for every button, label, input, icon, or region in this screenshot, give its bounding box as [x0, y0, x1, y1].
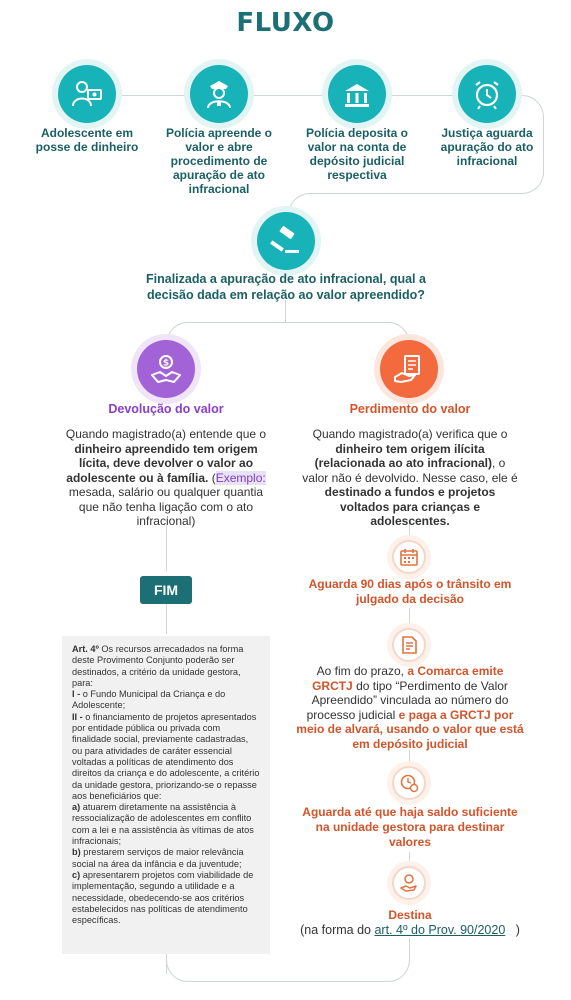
- grctj-text: [296, 664, 524, 751]
- left-text-part-1: Quando magistrado(a) entende que o: [65, 427, 267, 441]
- right-branch-icon-circle: [380, 340, 438, 398]
- law-intro: Os recursos arrecadados na forma deste Provimento Conjunto poderão ser destinados, a critério da unidade gestora, para:: [72, 644, 244, 688]
- step-4-label: Justiça aguarda apuração do ato infracional: [440, 126, 534, 168]
- step-3-icon-circle: [328, 65, 386, 123]
- left-text-paren: (: [211, 470, 216, 485]
- right-text-part-1: Quando magistrado(a) verifica que o: [312, 427, 508, 441]
- right-branch-title: Perdimento do valor: [349, 402, 471, 416]
- mid-connector: [308, 193, 521, 194]
- hand-coin-icon-circle: [392, 866, 426, 900]
- left-text-bold: dinheiro apreendido tem origem lícita, deve devolver o valor ao adolescente ou à família.: [66, 441, 258, 485]
- calendar-icon-circle: [392, 540, 426, 574]
- destina-note-part-2: ): [515, 923, 520, 937]
- step-2-icon-circle: [190, 65, 248, 123]
- corner-mid-right: [520, 170, 544, 194]
- step-2-label: Polícia apreende o valor e abre procedimento de apuração de ato infracional: [165, 126, 273, 196]
- hand-money-receipt-icon: [391, 351, 427, 387]
- right-text-bold-1: dinheiro tem origem ilícita (relacionada ao ato infracional): [314, 441, 493, 470]
- grctj-part-1: Ao fim do prazo,: [316, 664, 408, 678]
- law-item-a: atuarem diretamente na assistência à ressocialização de adolescentes em conflito com a lei e na assistência às vítimas de atos infracionais;: [72, 802, 254, 847]
- law-item-i-label: I -: [72, 689, 81, 700]
- clock-money-icon: [399, 773, 419, 793]
- corner-top-right: [518, 95, 544, 121]
- law-item-a-label: a): [72, 802, 81, 813]
- law-item-ii: o financiamento de projetos apresentados por entidade pública ou privada com finalidade social, previamente cadastradas, ou para atividades de caráter essencial voltadas a políticas de atendimento dos direitos da criança e do adolescente, a critério da unidade gestora, priorizando-se o repasse aos beneficiários que:: [72, 711, 260, 801]
- document-icon: [399, 635, 419, 655]
- right-branch-text: [300, 427, 520, 529]
- left-branch-text: [60, 427, 272, 529]
- bottom-corner-left: [166, 960, 188, 982]
- grctj-part-2: do tipo “Perdimento de Valor Apreendido” vinculada ao número do processo judicial: [306, 678, 509, 722]
- decision-question: Finalizada a apuração de ato infracional, qual a decisão dada em relação ao valor apreendido?: [146, 272, 426, 302]
- law-item-i: o Fundo Municipal da Criança e do Adolescente;: [72, 689, 226, 711]
- left-text-part-2: mesada, salário ou qualquer quantia que não tenha ligação com o ato infracional): [68, 485, 264, 528]
- teen-money-icon: [69, 76, 105, 112]
- step-3-label: Polícia deposita o valor na conta de depósito judicial respectiva: [305, 126, 409, 182]
- handshake-money-icon: [148, 351, 184, 387]
- destina-note-part-1: (na forma do: [300, 923, 375, 937]
- grctj-highlight-1: a Comarca emite GRCTJ: [312, 664, 504, 693]
- branch-split-line: [187, 322, 390, 323]
- end-badge: FIM: [140, 576, 192, 604]
- document-icon-circle: [392, 628, 426, 662]
- gavel-icon: [268, 223, 304, 259]
- law-item-c: apresentarem projetos com viabilidade de implementação, segundo a utilidade e a necessidade, obedecendo-se aos critérios estabelecidos nas políticas de atendimento específicas.: [72, 869, 254, 926]
- law-item-c-label: c): [72, 869, 81, 880]
- bottom-corner-right: [388, 960, 410, 982]
- clock-money-icon-circle: [392, 766, 426, 800]
- page-title: FLUXO: [236, 8, 335, 38]
- left-down-line: [166, 525, 167, 571]
- law-item-b-label: b): [72, 847, 81, 858]
- svg-text:$: $: [162, 358, 170, 369]
- top-connector: [88, 95, 518, 96]
- calendar-icon: [399, 547, 419, 567]
- alarm-clock-icon: [469, 76, 505, 112]
- decision-down-line: [285, 300, 286, 322]
- step-4-icon-circle: [458, 65, 516, 123]
- decision-icon-circle: [257, 212, 315, 270]
- destina-down-line: [409, 938, 410, 962]
- right-connector: [543, 115, 544, 175]
- right-down-line-2: [409, 608, 410, 628]
- police-officer-icon: [201, 76, 237, 112]
- left-text-example-label: Exemplo:: [215, 470, 266, 485]
- fim-down-line: [166, 604, 167, 634]
- wait-90-days-label: Aguarda 90 dias após o trânsito em julgado da decisão: [308, 577, 512, 606]
- bank-deposit-icon: [339, 76, 375, 112]
- right-text-bold-2: destinado a fundos e projetos voltados para crianças e adolescentes.: [324, 485, 496, 528]
- right-down-line-4: [409, 852, 410, 866]
- wait-saldo-label: Aguarda até que haja saldo suficiente na unidade gestora para destinar valores: [302, 805, 518, 849]
- law-article-box: [62, 636, 270, 954]
- provision-link[interactable]: art. 4º do Prov. 90/2020: [374, 923, 506, 937]
- law-article-title: Art. 4º: [72, 644, 99, 654]
- step-1-icon-circle: [58, 65, 116, 123]
- law-item-ii-label: II -: [72, 711, 83, 722]
- grctj-highlight-2: e paga a GRCTJ por meio de alvará, usando o valor que está em depósito judicial: [296, 707, 524, 751]
- right-down-line-3: [409, 750, 410, 766]
- left-branch-title: Devolução do valor: [108, 402, 224, 416]
- law-item-b: prestarem serviços de maior relevância social na área da infância e da juventude;: [72, 847, 244, 869]
- bottom-connector: [187, 981, 390, 982]
- destina-label: Destina: [388, 908, 432, 922]
- step-1-label: Adolescente em posse de dinheiro: [35, 126, 139, 154]
- hand-coin-icon: [399, 873, 419, 893]
- destina-note: [270, 923, 550, 938]
- left-branch-icon-circle: [137, 340, 195, 398]
- right-text-part-2: , o valor não é devolvido. Nesse caso, ele é: [302, 456, 518, 485]
